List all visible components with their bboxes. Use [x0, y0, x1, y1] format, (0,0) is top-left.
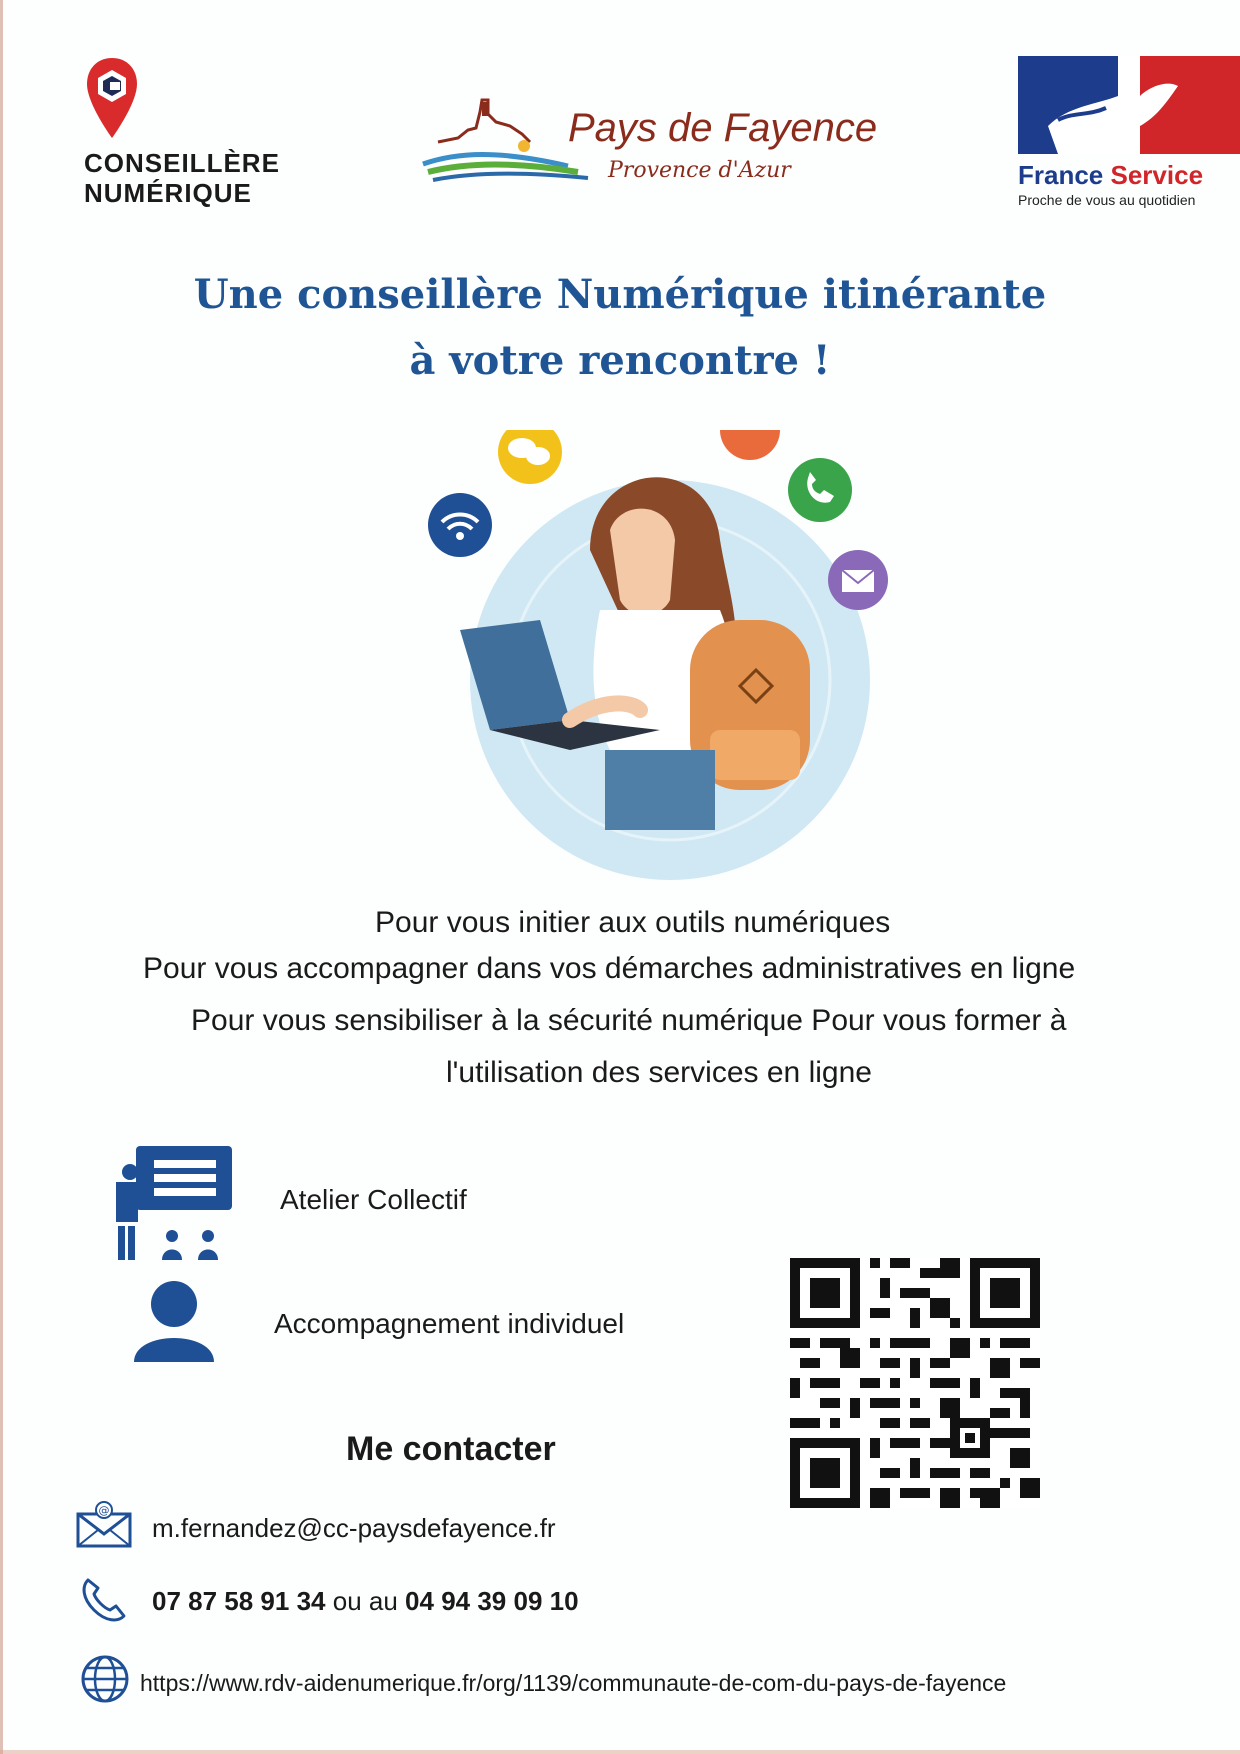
phone-mobile[interactable]: 07 87 58 91 34	[152, 1586, 326, 1616]
benefit-line: l'utilisation des services en ligne	[446, 1056, 872, 1089]
logo-title: Pays de Fayence	[568, 106, 878, 150]
phone-icon	[788, 458, 852, 522]
wifi-icon	[428, 493, 492, 557]
conseillere-numerique-logo	[84, 56, 284, 208]
svg-text:@: @	[98, 1504, 110, 1517]
france-services-logo	[1018, 56, 1240, 216]
globe-icon	[80, 1654, 130, 1704]
title-line: Une conseillère Numérique itinérante	[193, 271, 1047, 318]
logo-title-part: Service	[1110, 160, 1204, 190]
service-label: Accompagnement individuel	[274, 1308, 625, 1339]
logo-line: CONSEILLÈRE	[84, 148, 280, 178]
contact-title: Me contacter	[346, 1430, 556, 1468]
chat-icon	[498, 430, 562, 484]
benefit-line: Pour vous sensibiliser à la sécurité numérique Pour vous former à	[191, 1004, 1067, 1037]
logo-tagline: Proche de vous au quotidien	[1018, 192, 1196, 208]
benefit-line: Pour vous initier aux outils numériques	[375, 906, 891, 939]
person-icon	[132, 1280, 216, 1362]
logo-title-part: France	[1018, 160, 1104, 190]
phone-separator: ou au	[332, 1586, 398, 1616]
logo-title	[1018, 160, 1203, 191]
presentation-icon	[116, 1146, 236, 1262]
logo-line: NUMÉRIQUE	[84, 178, 252, 208]
woman-laptop-illustration	[420, 430, 920, 890]
title-line: à votre rencontre !	[409, 337, 831, 384]
handset-icon	[80, 1576, 128, 1624]
benefit-line: Pour vous accompagner dans vos démarches administratives en ligne	[143, 952, 1076, 985]
page-edge	[0, 1750, 1240, 1754]
phone-text	[152, 1586, 579, 1617]
envelope-icon	[76, 1500, 132, 1548]
service-label: Atelier Collectif	[280, 1184, 467, 1215]
qr-code	[790, 1258, 1040, 1508]
pays-de-fayence-logo	[418, 92, 888, 202]
website-link[interactable]: https://www.rdv-aidenumerique.fr/org/1139/communaute-de-com-du-pays-de-fayence	[140, 1670, 1007, 1696]
page-title	[0, 262, 1240, 394]
globe-icon	[720, 430, 780, 460]
mail-icon	[828, 550, 888, 610]
marianne-icon	[1018, 56, 1240, 154]
map-pin-icon	[84, 56, 140, 140]
email-text[interactable]: m.fernandez@cc-paysdefayence.fr	[152, 1513, 556, 1543]
phone-landline[interactable]: 04 94 39 09 10	[405, 1586, 579, 1616]
logo-tagline: Provence d'Azur	[608, 158, 791, 183]
